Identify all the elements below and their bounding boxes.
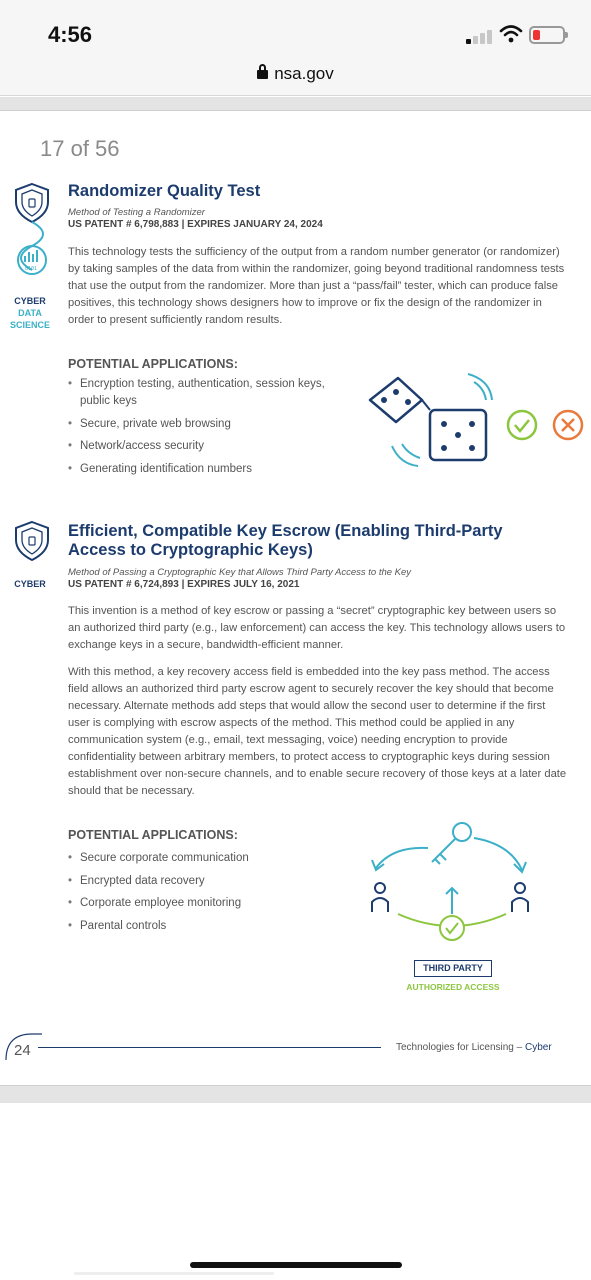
list-item: • Network/access security (68, 438, 336, 455)
patent-info-randomizer: US PATENT # 6,798,883 | EXPIRES JANUARY 24, 2024 (68, 219, 323, 230)
home-indicator[interactable] (190, 1262, 402, 1268)
svg-text:0101: 0101 (25, 266, 38, 272)
list-item: • Generating identification numbers (68, 461, 336, 478)
section-paragraph-key-escrow-2: With this method, a key recovery access field is embedded into the key pass method. The access field allows an authorized third party escrow agent to securely recover the key should that become necessary. Alternate methods add steps that would allow the second user to determine if the first user is complying with escrow aspects of the method. This method could be applied in any communication system (e.g., email, text messaging, voice) needing encryption to provide confidentiality between arbitrary members, to protect access to cryptographic keys during session establishment over non-secure channels, and to enable secure recovery of those keys at a later date should that be necessary. (68, 666, 567, 797)
section-subtitle-randomizer: Method of Testing a Randomizer (68, 207, 205, 218)
battery-icon (529, 26, 565, 44)
page-counter: 17 of 56 (40, 136, 120, 161)
list-item: • Encrypted data recovery (68, 873, 348, 890)
url-text[interactable]: nsa.gov (274, 64, 334, 83)
third-party-label: THIRD PARTY (414, 960, 492, 977)
footer-divider (38, 1047, 381, 1048)
dice-pass-fail-illustration (362, 370, 588, 470)
list-item: • Parental controls (68, 918, 348, 935)
pdf-page (0, 112, 591, 1085)
category-data-label: DATA (18, 308, 42, 318)
lock-icon (257, 70, 268, 79)
status-time: 4:56 (48, 22, 93, 47)
page-bottom-margin (0, 1085, 591, 1103)
section-title-key-escrow: Efficient, Compatible Key Escrow (Enabling Third-Party Access to Cryptographic Keys) (68, 522, 503, 559)
scroll-indicator (74, 1272, 274, 1275)
applications-list-randomizer (68, 376, 336, 483)
category-cyber-label-2: CYBER (14, 579, 46, 589)
cyber-shield-icon (4, 516, 60, 576)
list-item: • Secure, private web browsing (68, 416, 336, 433)
list-item: • Corporate employee monitoring (68, 895, 348, 912)
key-escrow-diagram (362, 816, 542, 946)
list-item: • Encryption testing, authentication, session keys, public keys (68, 376, 336, 410)
footer-text: Technologies for Licensing – Cyber (396, 1042, 552, 1053)
list-item: • Secure corporate communication (68, 850, 348, 867)
browser-address-bar[interactable] (0, 56, 591, 96)
section-title-randomizer: Randomizer Quality Test (68, 182, 261, 200)
applications-list-key-escrow (68, 850, 348, 940)
footer-highlight: Cyber (524, 1042, 552, 1053)
page-top-margin (0, 97, 591, 111)
patent-info-key-escrow: US PATENT # 6,724,893 | EXPIRES JULY 16, 2021 (68, 579, 300, 590)
page-number: 24 (14, 1042, 31, 1059)
wifi-icon (499, 24, 523, 44)
section-paragraph-key-escrow-1: This invention is a method of key escrow or passing a “secret” cryptographic key between users so an authorized third party (e.g., law enforcement) can access the key. This technology allows users to exchange keys in a secure, bandwidth-efficient manner. (68, 605, 566, 651)
category-science-label: SCIENCE (9, 320, 50, 330)
applications-heading-randomizer: POTENTIAL APPLICATIONS: (68, 357, 238, 371)
section-paragraph-randomizer: This technology tests the sufficiency of the output from a random number generator (or randomizer) by taking samples of the data from within the randomizer, going beyond traditional randomness tests that use the output from the randomizer. More than just a “pass/fail” tester, which can produce false positives, this technology shows designers how to improve or fix the design of the randomizer in order to present sufficiently random results. (68, 246, 565, 326)
applications-heading-key-escrow: POTENTIAL APPLICATIONS: (68, 828, 238, 842)
cellular-signal-icon (466, 28, 494, 44)
section-subtitle-key-escrow: Method of Passing a Cryptographic Key that Allows Third Party Access to the Key (68, 567, 412, 578)
status-bar (0, 0, 591, 56)
authorized-access-label: AUTHORIZED ACCESS (406, 982, 500, 992)
category-cyber-label: CYBER (14, 296, 46, 306)
